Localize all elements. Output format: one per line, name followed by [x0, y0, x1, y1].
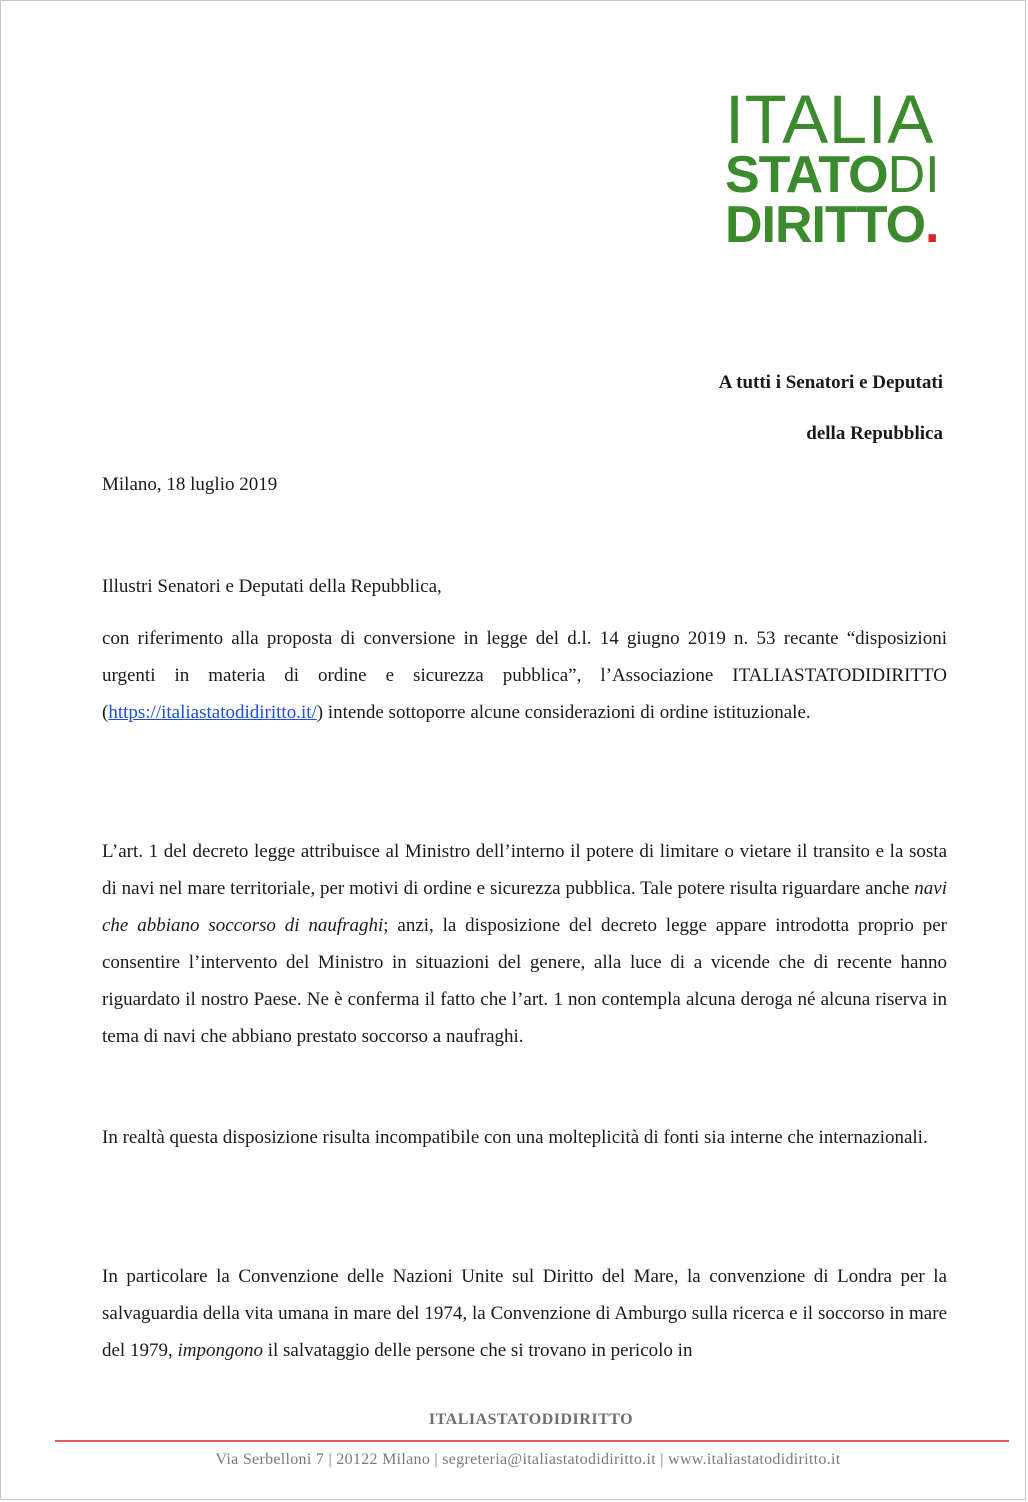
logo-line-italia: ITALIA: [725, 81, 934, 158]
paragraph-3: In realtà questa disposizione risulta incompatibile con una molteplicità di fonti sia interne che internazionali.: [102, 1127, 928, 1148]
logo-red-dot: .: [925, 196, 939, 254]
footer-divider: [55, 1440, 1009, 1442]
addressee-line-2: della Repubblica: [806, 423, 943, 444]
letter-date: Milano, 18 luglio 2019: [102, 474, 278, 495]
footer-title: ITALIASTATODIDIRITTO: [428, 1411, 634, 1428]
paragraph-4-text-b: il salvataggio delle persone che si trovano in pericolo in: [262, 1340, 693, 1361]
paragraph-2-italic: navi che abbiano soccorso di naufraghi: [102, 878, 947, 936]
salutation: Illustri Senatori e Deputati della Repubblica,: [102, 576, 442, 597]
addressee-line-1: A tutti i Senatori e Deputati: [718, 372, 943, 393]
paragraph-1-text-b: ) intende sottoporre alcune considerazioni di ordine istituzionale.: [316, 702, 811, 723]
paragraph-2-text-b: ; anzi, la disposizione del decreto legge appare introdotta proprio per consentire l’intervento del Ministro in situazioni del genere, alla luce di a vicende che di recente hanno riguardato il nostro Paese. Ne è conferma il fatto che l’art. 1 non contempla alcuna deroga né alcuna riserva in tema di navi che abbiano prestato soccorso a naufraghi.: [102, 915, 947, 1047]
paragraph-2: [102, 833, 947, 1055]
organization-logo: [725, 81, 985, 254]
paragraph-1: [102, 620, 947, 731]
footer-contact-info: Via Serbelloni 7 | 20122 Milano | segreteria@italiastatodidiritto.it | www.italiastatodidiritto.it: [215, 1451, 841, 1468]
paragraph-4: [102, 1258, 947, 1369]
logo-line-stato-di: [725, 146, 985, 204]
logo-line-diritto: [725, 196, 985, 254]
paragraph-2-text-a: L’art. 1 del decreto legge attribuisce al Ministro dell’interno il potere di limitare o vietare il transito e la sosta di navi nel mare territoriale, per motivi di ordine e sicurezza pubblica. Tale potere risulta riguardare anche: [102, 841, 947, 899]
logo-word-diritto: DIRITTO: [725, 196, 926, 254]
website-link[interactable]: https://italiastatodidiritto.it/: [108, 702, 317, 723]
paragraph-1-text-a: con riferimento alla proposta di conversione in legge del d.l. 14 giugno 2019 n. 53 recante “disposizioni urgenti in materia di ordine e sicurezza pubblica”, l’Associazione ITALIASTATODIDIRITTO (: [102, 628, 947, 723]
logo-word-stato: STATO: [725, 146, 888, 204]
paragraph-4-text-a: In particolare la Convenzione delle Nazioni Unite sul Diritto del Mare, la convenzione di Londra per la salvaguardia della vita umana in mare del 1974, la Convenzione di Amburgo sulla ricerca e il soccorso in mare del 1979,: [102, 1266, 947, 1361]
logo-word-di: DI: [887, 146, 940, 204]
paragraph-4-italic: impongono: [177, 1340, 263, 1361]
